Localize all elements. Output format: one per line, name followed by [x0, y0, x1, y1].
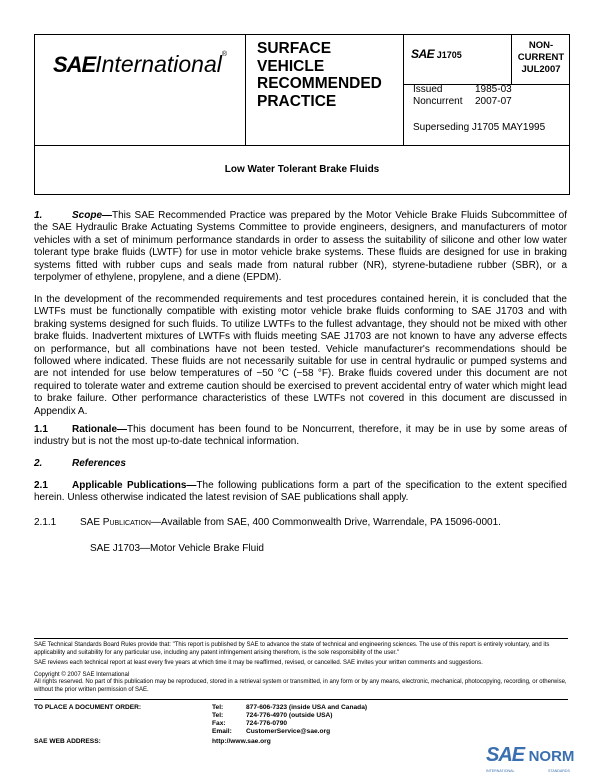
footer-copyright: Copyright © 2007 SAE International [34, 672, 130, 678]
section-2-1-1-text: SAE Publication—Available from SAE, 400 Commonwealth Drive, Warrendale, PA 15096-0001. [80, 517, 501, 528]
issued-date: 1985-03 [475, 84, 512, 95]
order-label: TO PLACE A DOCUMENT ORDER: [34, 704, 142, 711]
section-2-heading: References [72, 458, 126, 469]
section-2-number: 2. [34, 458, 43, 469]
noncurrent-date: 2007-07 [475, 96, 512, 107]
web-label: SAE WEB ADDRESS: [34, 738, 101, 745]
email-link[interactable]: CustomerService@sae.org [246, 728, 331, 735]
footer-review: SAE reviews each technical report at least every five years at which time it may be reaffirmed, revised, or cancelled. SAE invites your written comments and suggestions. [34, 660, 483, 666]
superseding: Superseding J1705 MAY1995 [413, 122, 546, 133]
web-link[interactable]: http://www.sae.org [212, 738, 271, 745]
document-number: SAE J1705 [411, 47, 462, 61]
section-1-1-rationale: Rationale—This document has been found to be Noncurrent, therefore, it may be in use by some areas of industry but is not the most up-to-date technical information. [34, 424, 567, 448]
phone-usa: 877-606-7323 (inside USA and Canada) [246, 704, 368, 711]
phone-outside: 724-776-4970 (outside USA) [246, 712, 333, 719]
noncurrent-row: Noncurrent [413, 96, 463, 107]
section-1-paragraph-2: In the development of the recommended requirements and test procedures contained herein, it is concluded that the LWTFs must be functionally compatible with existing motor vehicle brake fluids conforming to SAE J1703 and with braking systems designed for such fluids. To utilize LWTFs to the fullest advantage, they should not be mixed with other brake fluids. Inadvertent mixtures of LWTFs with fluids meeting SAE J1703 are not known to have any adverse effects on performance, but all combinations have not been tested. Vehicle manufacturer's recommendations should be followed where indicated. These fluids are not necessarily suitable for use in central hydraulic or pumped systems and are not intended for use below temperatures of −50 °C (−58 °F). Brake fluids covered under this document are not required to tolerate water and extreme caution should be exercised to prevent accidental entry of water which might lead to brake failure. Other performance characteristics of these LWTFs not covered in this document are discussed in Appendix A. [34, 294, 567, 417]
footer-rule-2 [34, 699, 568, 700]
fax-number: 724-776-0790 [246, 720, 288, 727]
issued-row: Issued [413, 84, 443, 95]
footer-rules: SAE Technical Standards Board Rules provide that: "This report is published by SAE to advance the state of technical and engineering sciences. The use of this report is entirely voluntary, and its applicability and suitability for any particular use, including any patent infringement arising therefrom, is the sole responsibility of the user." [34, 642, 550, 656]
status-badge: NON- CURRENT JUL2007 [517, 40, 565, 75]
footer-rights: All rights reserved. No part of this publication may be reproduced, stored in a retrieval system or transmitted, in any form or by any means, electronic, mechanical, photocopying, recording, or otherwise, without the prior written permission of SAE. [34, 679, 567, 693]
section-1-scope: Scope—This SAE Recommended Practice was prepared by the Motor Vehicle Brake Fluids Subcommittee of the SAE Hydraulic Brake Actuating Systems Committee to provide engineers, designers, and manufacturers of motor vehicles with a set of minimum performance standards in order to assess the suitability of silicone and other low water tolerant type brake fluids (LWTF) for use in motor vehicle brake systems. These fluids are designed for use in braking systems fitted with rubber cups and seals made from natural rubber (NR), styrene-butadiene rubber (SBR), or a terpolymer of ethylene, propylene, and a diene (EPDM). [34, 210, 567, 284]
section-2-1-publications: Applicable Publications—The following publications form a part of the specification to the extent specified herein. Unless otherwise indicated the latest revision of SAE publications shall apply. [34, 480, 567, 504]
section-1-number: 1. [34, 210, 43, 221]
section-2-1-1-number: 2.1.1 [34, 517, 57, 528]
section-1-1-number: 1.1 [34, 424, 48, 435]
document-type: SURFACE VEHICLE RECOMMENDED PRACTICE [257, 40, 382, 110]
footer-rule [34, 638, 568, 639]
sae-international-logo: SAEInternational® [53, 51, 228, 77]
sae-norm-logo: SAE NORM INTERNATIONAL STANDARDS [486, 744, 575, 773]
document-header [34, 34, 570, 146]
document-title: Low Water Tolerant Brake Fluids [34, 145, 570, 195]
section-2-1-number: 2.1 [34, 480, 48, 491]
reference-sae-j1703: SAE J1703—Motor Vehicle Brake Fluid [90, 543, 264, 554]
